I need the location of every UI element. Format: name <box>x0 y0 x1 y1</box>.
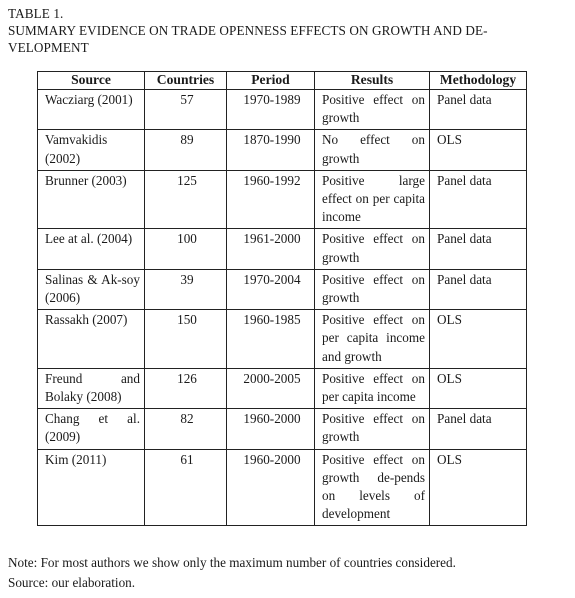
cell-results: Positive effect on growth <box>315 409 430 449</box>
cell-period: 1870-1990 <box>227 130 315 170</box>
cell-countries: 57 <box>145 90 227 130</box>
table-caption <box>8 5 568 56</box>
cell-results: Positive effect on growth de-pends on levels of development <box>315 449 430 526</box>
cell-results: Positive large effect on per capita income <box>315 170 430 229</box>
table-title-continued: VELOPMENT <box>8 40 89 55</box>
table-header-row <box>38 72 527 90</box>
cell-source: Kim (2011) <box>38 449 145 526</box>
cell-period: 1970-2004 <box>227 269 315 309</box>
summary-table <box>37 71 527 526</box>
table-row <box>38 170 527 229</box>
table-row <box>38 310 527 369</box>
table-row <box>38 409 527 449</box>
cell-source: Vamvakidis (2002) <box>38 130 145 170</box>
cell-period: 2000-2005 <box>227 368 315 408</box>
cell-methodology: OLS <box>430 130 527 170</box>
cell-source: Wacziarg (2001) <box>38 90 145 130</box>
cell-methodology: OLS <box>430 449 527 526</box>
cell-countries: 100 <box>145 229 227 269</box>
cell-methodology: OLS <box>430 368 527 408</box>
cell-results: No effect on growth <box>315 130 430 170</box>
table-row <box>38 449 527 526</box>
cell-countries: 125 <box>145 170 227 229</box>
table-footer <box>8 553 568 593</box>
cell-period: 1970-1989 <box>227 90 315 130</box>
table-title: SUMMARY EVIDENCE ON TRADE OPENNESS EFFECTS ON GROWTH AND DE- <box>8 23 488 38</box>
cell-source: Brunner (2003) <box>38 170 145 229</box>
cell-methodology: Panel data <box>430 90 527 130</box>
cell-results: Positive effect on growth <box>315 229 430 269</box>
cell-countries: 150 <box>145 310 227 369</box>
cell-period: 1961-2000 <box>227 229 315 269</box>
cell-source: Rassakh (2007) <box>38 310 145 369</box>
cell-period: 1960-1992 <box>227 170 315 229</box>
cell-methodology: Panel data <box>430 409 527 449</box>
cell-source: Salinas & Ak-soy (2006) <box>38 269 145 309</box>
cell-methodology: OLS <box>430 310 527 369</box>
cell-results: Positive effect on per capita income <box>315 368 430 408</box>
table-label: TABLE 1. <box>8 6 64 21</box>
cell-methodology: Panel data <box>430 229 527 269</box>
cell-period: 1960-1985 <box>227 310 315 369</box>
table-row <box>38 368 527 408</box>
header-source: Source <box>38 72 145 90</box>
cell-period: 1960-2000 <box>227 409 315 449</box>
cell-source: Chang et al. (2009) <box>38 409 145 449</box>
header-period: Period <box>227 72 315 90</box>
cell-source: Lee at al. (2004) <box>38 229 145 269</box>
cell-countries: 82 <box>145 409 227 449</box>
table-row <box>38 269 527 309</box>
cell-methodology: Panel data <box>430 170 527 229</box>
table-row <box>38 229 527 269</box>
cell-countries: 61 <box>145 449 227 526</box>
cell-results: Positive effect on growth <box>315 90 430 130</box>
cell-countries: 89 <box>145 130 227 170</box>
cell-results: Positive effect on per capita income and growth <box>315 310 430 369</box>
cell-countries: 126 <box>145 368 227 408</box>
cell-period: 1960-2000 <box>227 449 315 526</box>
table-source: Source: our elaboration. <box>8 575 136 590</box>
table-note: Note: For most authors we show only the maximum number of countries considered. <box>8 555 456 570</box>
cell-methodology: Panel data <box>430 269 527 309</box>
cell-source: Freund and Bolaky (2008) <box>38 368 145 408</box>
table-row <box>38 130 527 170</box>
header-methodology: Methodology <box>430 72 527 90</box>
table-row <box>38 90 527 130</box>
cell-countries: 39 <box>145 269 227 309</box>
header-countries: Countries <box>145 72 227 90</box>
header-results: Results <box>315 72 430 90</box>
cell-results: Positive effect on growth <box>315 269 430 309</box>
